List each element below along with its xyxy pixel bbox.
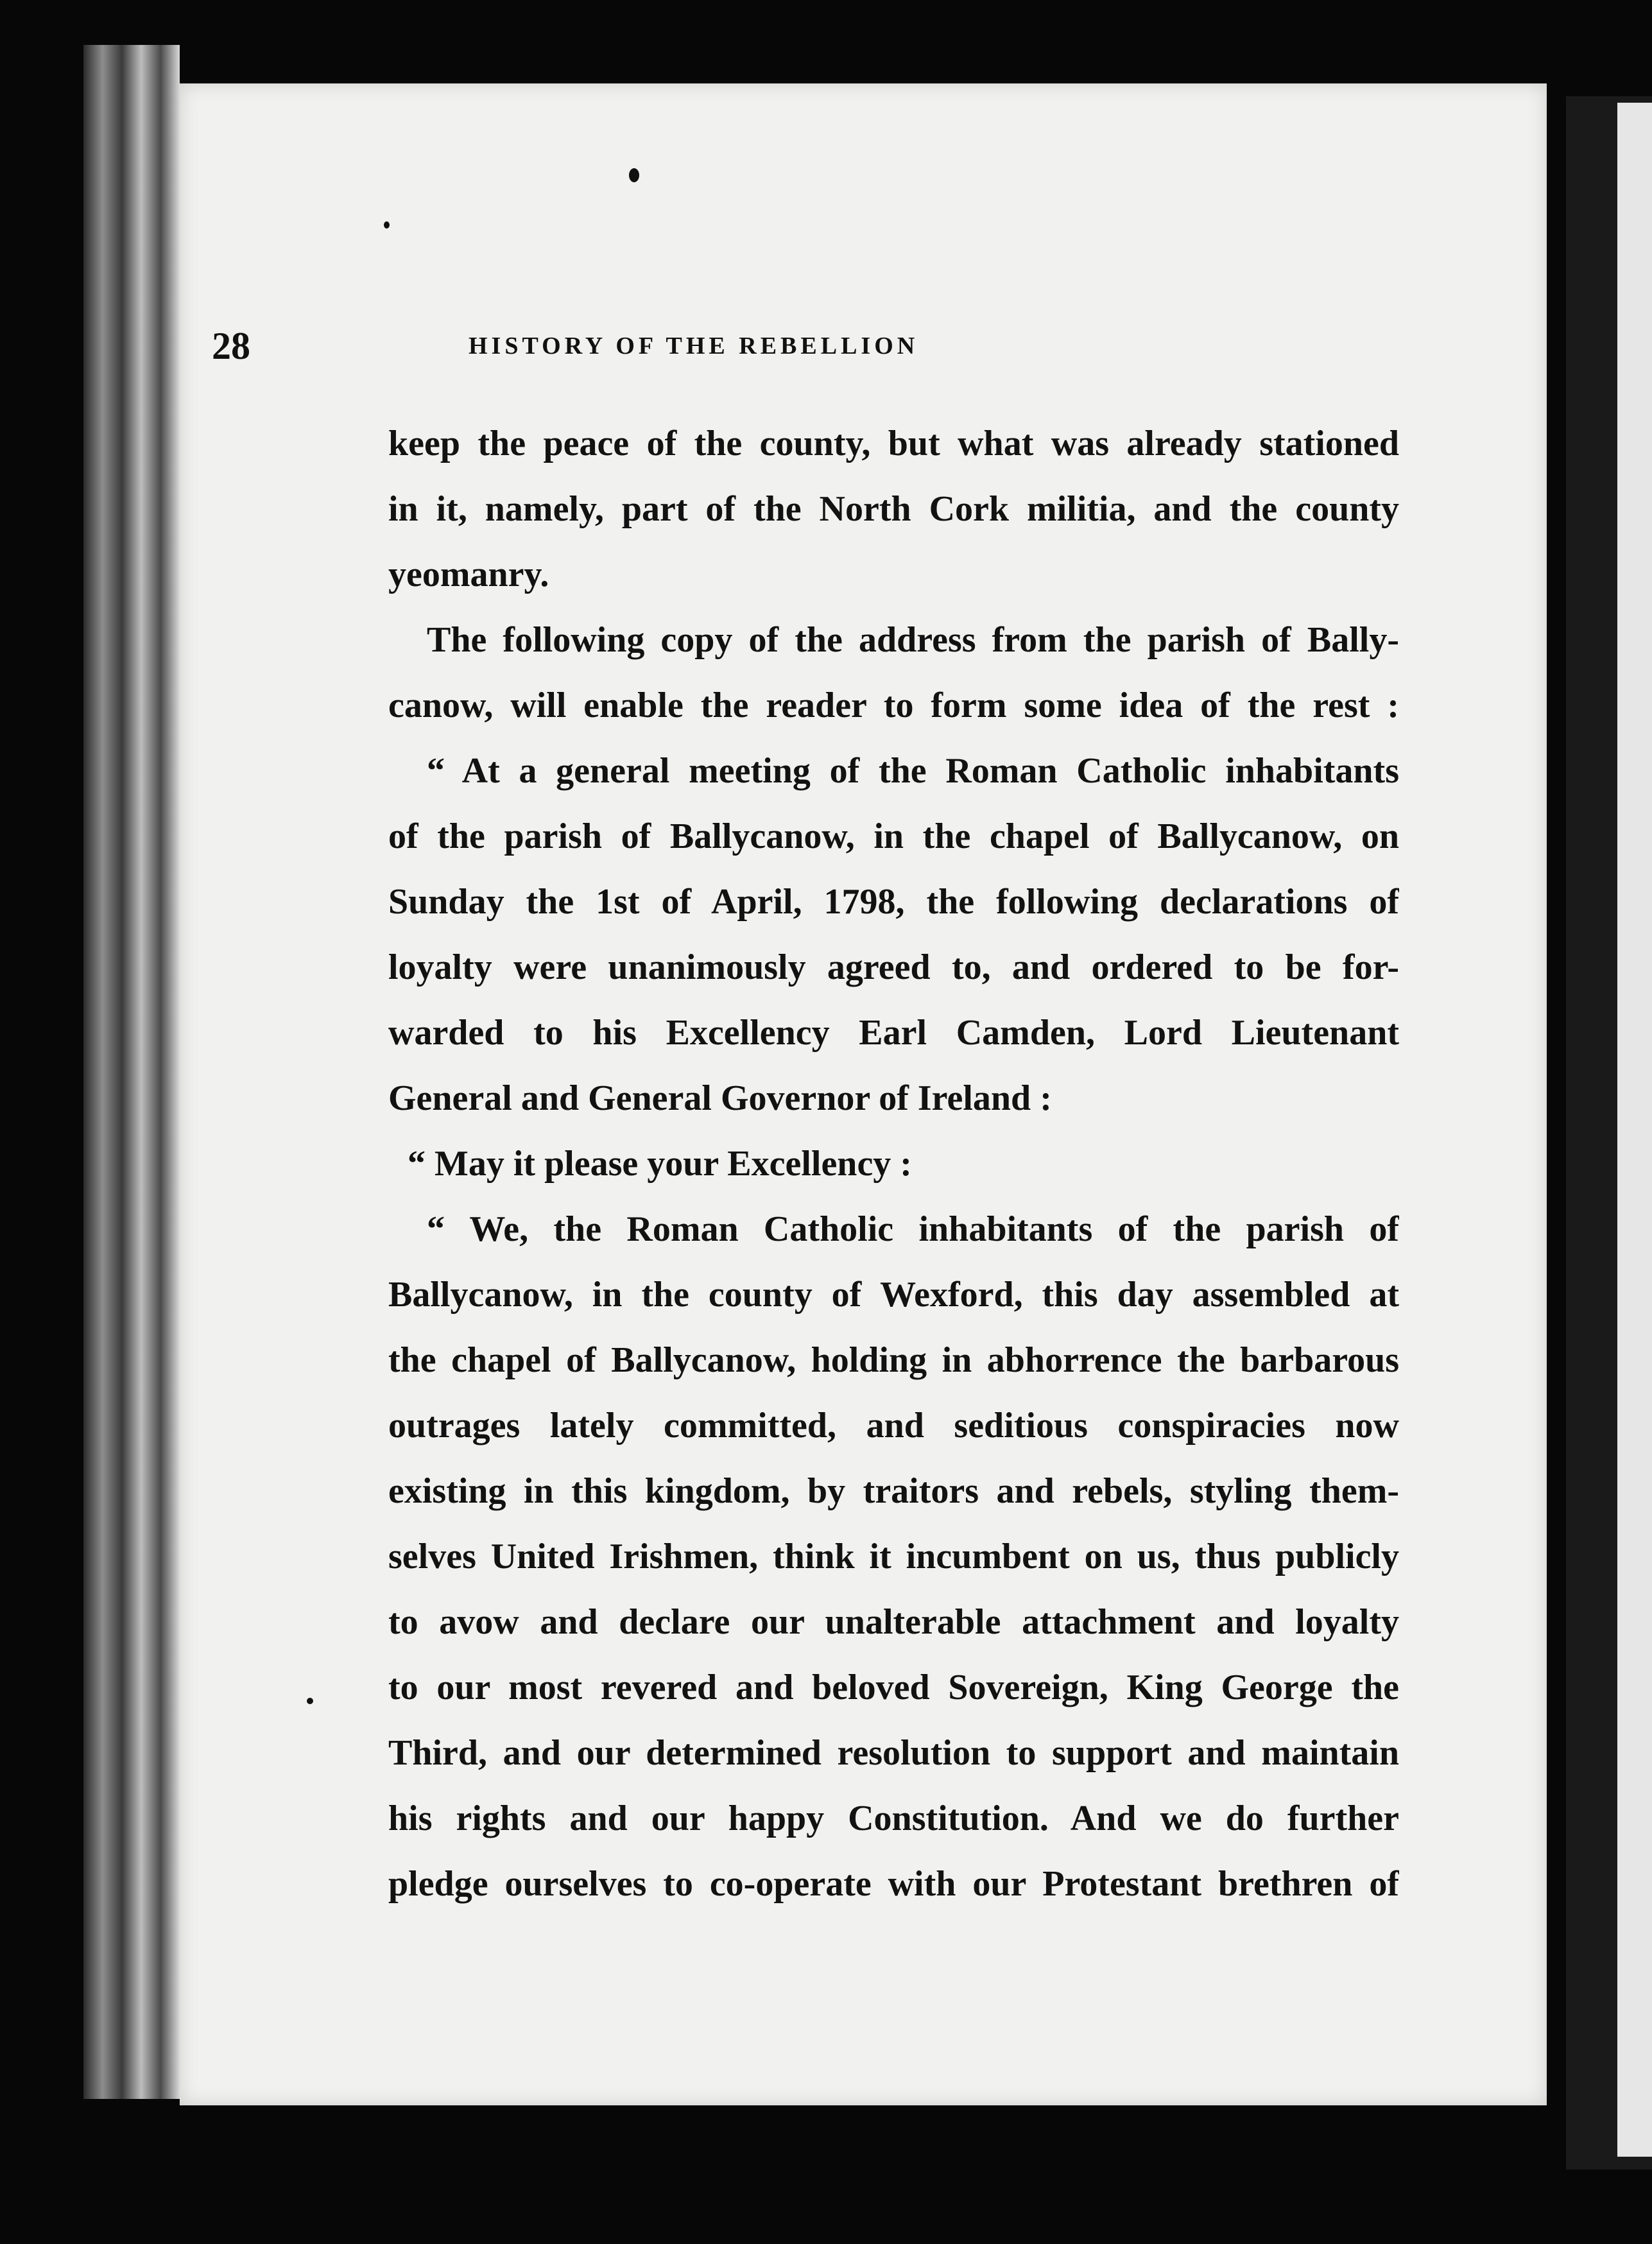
text-line: keep the peace of the county, but what was already stationed — [388, 424, 1399, 463]
text-line: outrages lately committed, and seditious conspiracies now — [388, 1406, 1399, 1446]
page-header — [212, 324, 1367, 375]
ink-speck — [384, 221, 390, 229]
ink-speck — [629, 168, 639, 182]
ink-speck — [307, 1698, 313, 1704]
text-line: to avow and declare our unalterable attachment and loyalty — [388, 1602, 1399, 1642]
text-line: in it, namely, part of the North Cork militia, and the county — [388, 489, 1399, 529]
running-head: HISTORY OF THE REBELLION — [469, 332, 919, 359]
text-line: pledge ourselves to co-operate with our Protestant brethren of — [388, 1864, 1399, 1904]
facing-page-edge — [1617, 103, 1652, 2157]
book-page-edges — [83, 45, 180, 2099]
body-text — [388, 411, 1399, 1917]
text-line: existing in this kingdom, by traitors and rebels, styling them- — [388, 1471, 1399, 1511]
text-line: the chapel of Ballycanow, holding in abhorrence the barbarous — [388, 1340, 1399, 1380]
text-line: General and General Governor of Ireland : — [388, 1078, 1052, 1118]
text-line: The following copy of the address from the parish of Bally- — [427, 620, 1399, 660]
page-number: 28 — [212, 325, 250, 367]
text-line: selves United Irishmen, think it incumbent on us, thus publicly — [388, 1537, 1399, 1576]
text-line: “ We, the Roman Catholic inhabitants of the parish of — [427, 1209, 1399, 1249]
text-line: “ At a general meeting of the Roman Catholic inhabitants — [427, 751, 1399, 791]
text-line: loyalty were unanimously agreed to, and ordered to be for- — [388, 947, 1399, 987]
text-line: yeomanry. — [388, 555, 549, 594]
text-line: Ballycanow, in the county of Wexford, this day assembled at — [388, 1275, 1399, 1315]
text-line: of the parish of Ballycanow, in the chapel of Ballycanow, on — [388, 816, 1399, 856]
text-line: Third, and our determined resolution to support and maintain — [388, 1733, 1399, 1773]
text-line: warded to his Excellency Earl Camden, Lord Lieutenant — [388, 1013, 1399, 1053]
text-line: his rights and our happy Constitution. And we do further — [388, 1799, 1399, 1838]
text-line: “ May it please your Excellency : — [408, 1144, 912, 1184]
text-line: to our most revered and beloved Sovereign, King George the — [388, 1668, 1399, 1707]
text-line: canow, will enable the reader to form some idea of the rest : — [388, 686, 1399, 725]
text-line: Sunday the 1st of April, 1798, the following declarations of — [388, 882, 1399, 922]
